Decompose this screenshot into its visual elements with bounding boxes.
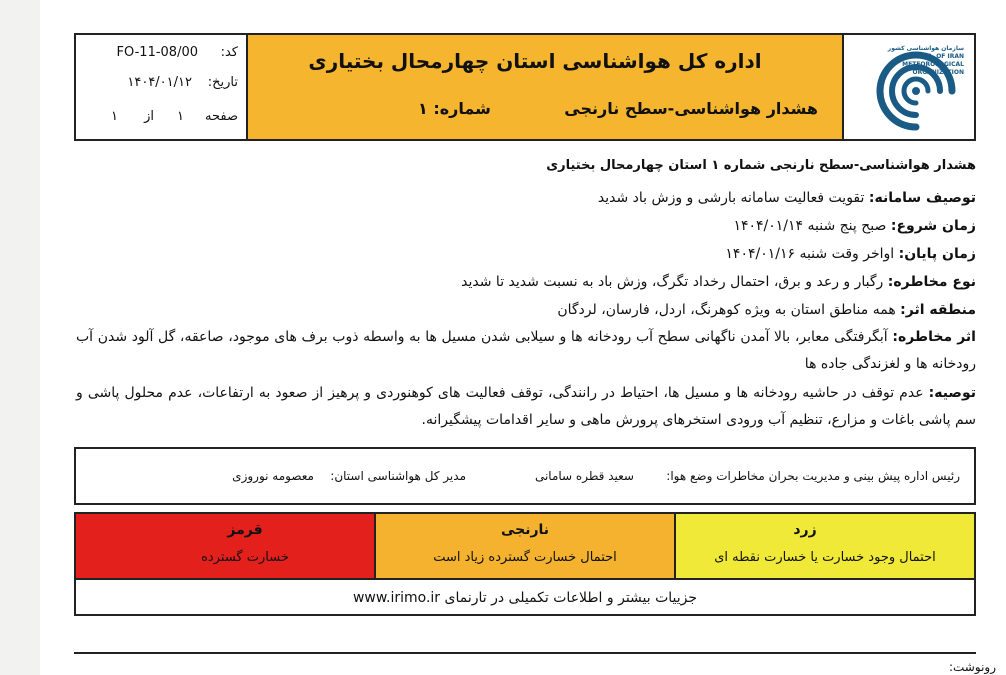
warning-title: هشدار هواشناسی-سطح نارنجی — [564, 99, 818, 118]
impact-value: آبگرفتگی معابر، بالا آمدن ناگهانی سطح آب رودخانه ها و سیلابی شدن مسیل ها به واسطه ذوب برف های موجود، صاعقه، گل آلود شدن آب رودخانه ها و لغزندگی جاده ها — [76, 329, 976, 372]
level-yellow-name: زرد — [793, 522, 817, 538]
level-orange-name: نارنجی — [500, 522, 550, 538]
org-logo — [844, 35, 974, 139]
signatures-box — [74, 447, 976, 505]
logo-text-en-3: ORGANIZATION — [912, 69, 964, 76]
end-row — [725, 246, 976, 262]
page-number: ۱ — [177, 109, 184, 124]
system-row — [598, 190, 976, 206]
org-title: اداره کل هواشناسی استان چهارمحال بختیاری — [308, 49, 762, 73]
logo-text — [852, 45, 964, 77]
logo-text-en-1: I.R. OF IRAN — [922, 53, 964, 60]
head-name: سعید قطره سامانی — [534, 469, 634, 483]
level-yellow — [674, 514, 974, 578]
area-row — [557, 302, 976, 318]
more-info-note: جزییات بیشتر و اطلاعات تکمیلی در تارنمای www.irimo.ir — [352, 590, 698, 606]
page-label: صفحه — [205, 109, 238, 124]
director-role: مدیر کل هواشناسی استان: — [330, 469, 466, 483]
hazard-row — [461, 274, 976, 290]
head-role: رئیس اداره پیش بینی و مدیریت بحران مخاطرات وضع هوا: — [666, 469, 960, 483]
footer-divider — [74, 652, 976, 654]
level-red-desc: خسارت گسترده — [201, 550, 289, 565]
start-label: زمان شروع: — [890, 218, 976, 234]
page-of: از — [144, 109, 154, 124]
level-red — [76, 514, 374, 578]
hazard-value: رگبار و رعد و برق، احتمال رخداد تگرگ، وزش باد به نسبت شدید تا شدید — [461, 274, 884, 290]
header-title-block — [248, 35, 844, 139]
start-row — [733, 218, 976, 234]
warning-levels-table — [74, 512, 976, 616]
cc-label: رونوشت: — [948, 660, 996, 674]
warning-number: شماره: ۱ — [418, 99, 491, 118]
advice-value: عدم توقف در حاشیه رودخانه ها و مسیل ها، احتیاط در رانندگی، توقف فعالیت های کوهنوردی و پرهیز از صعود به ارتفاعات، عدم محلول پاشی و سم پاشی باغات و مزارع، تنظیم آب ورودی استخرهای پرورش ماهی و سایر اقدامات پیشگیرانه. — [76, 385, 976, 428]
start-value: صبح پنج شنبه ۱۴۰۴/۰۱/۱۴ — [733, 218, 887, 234]
level-orange — [374, 514, 674, 578]
impact-label: اثر مخاطره: — [892, 329, 976, 345]
end-label: زمان پایان: — [898, 246, 976, 262]
document-header — [74, 33, 976, 141]
date-label: تاریخ: — [207, 75, 238, 90]
hazard-label: نوع مخاطره: — [887, 274, 976, 290]
logo-text-fa: سازمان هواشناسی کشور — [887, 45, 964, 52]
document-meta — [76, 35, 248, 139]
director-name: معصومه نوروزی — [232, 469, 314, 483]
impact-row — [76, 324, 976, 378]
system-value: تقویت فعالیت سامانه بارشی و وزش باد شدید — [597, 190, 865, 206]
advice-row — [76, 380, 976, 434]
logo-text-en-2: METEOROLOGICAL — [902, 61, 964, 68]
page-total: ۱ — [111, 109, 118, 124]
code-value: FO-11-08/00 — [116, 45, 198, 60]
level-red-name: قرمز — [227, 522, 263, 538]
end-value: اواخر وقت شنبه ۱۴۰۴/۰۱/۱۶ — [725, 246, 895, 262]
document-page — [40, 0, 1006, 675]
level-yellow-desc: احتمال وجود خسارت یا خسارت نقطه ای — [714, 550, 936, 565]
date-value: ۱۴۰۴/۰۱/۱۲ — [127, 75, 192, 90]
warning-heading: هشدار هواشناسی-سطح نارنجی شماره ۱ استان چهارمحال بختیاری — [546, 158, 976, 173]
area-label: منطقه اثر: — [900, 302, 976, 318]
area-value: همه مناطق استان به ویژه کوهرنگ، اردل، فارسان، لردگان — [557, 302, 896, 318]
level-orange-desc: احتمال خسارت گسترده زیاد است — [433, 550, 617, 565]
code-label: کد: — [220, 45, 238, 60]
system-label: توصیف سامانه: — [868, 190, 976, 206]
advice-label: توصیه: — [928, 385, 976, 401]
